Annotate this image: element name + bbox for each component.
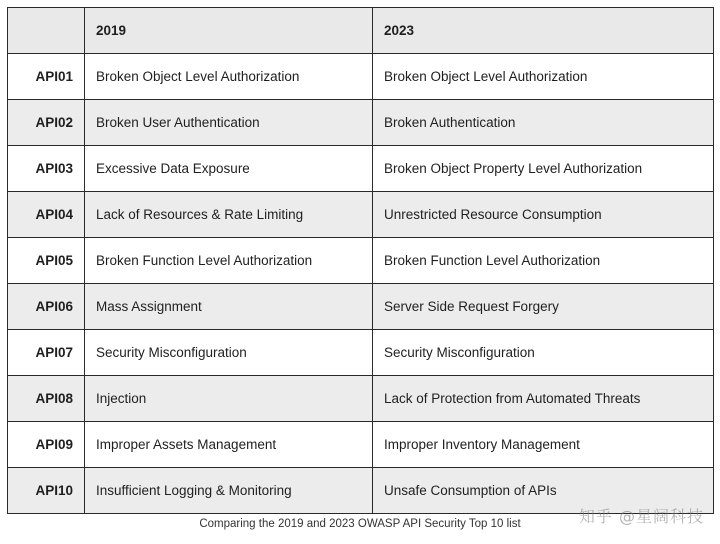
cell-2019: Lack of Resources & Rate Limiting xyxy=(85,192,373,238)
table-row xyxy=(8,238,714,284)
cell-2023: Security Misconfiguration xyxy=(373,330,714,376)
cell-2019: Mass Assignment xyxy=(85,284,373,330)
table-row xyxy=(8,192,714,238)
owasp-comparison-table xyxy=(7,7,714,514)
row-id: API09 xyxy=(8,422,85,468)
cell-2023: Unsafe Consumption of APIs xyxy=(373,468,714,514)
cell-2023: Broken Authentication xyxy=(373,100,714,146)
cell-2023: Broken Object Property Level Authorization xyxy=(373,146,714,192)
cell-2023: Improper Inventory Management xyxy=(373,422,714,468)
table-row xyxy=(8,330,714,376)
cell-2019: Broken Object Level Authorization xyxy=(85,54,373,100)
comparison-table-container xyxy=(7,7,713,514)
cell-2023: Server Side Request Forgery xyxy=(373,284,714,330)
cell-2019: Broken User Authentication xyxy=(85,100,373,146)
row-id: API01 xyxy=(8,54,85,100)
watermark: 知乎 @星阔科技 xyxy=(578,507,704,526)
table-caption: Comparing the 2019 and 2023 OWASP API Security Top 10 list xyxy=(199,518,521,530)
row-id: API08 xyxy=(8,376,85,422)
cell-2019: Security Misconfiguration xyxy=(85,330,373,376)
row-id: API10 xyxy=(8,468,85,514)
cell-2019: Insufficient Logging & Monitoring xyxy=(85,468,373,514)
header-2023: 2023 xyxy=(373,8,714,54)
cell-2019: Improper Assets Management xyxy=(85,422,373,468)
cell-2019: Injection xyxy=(85,376,373,422)
row-id: API07 xyxy=(8,330,85,376)
cell-2023: Lack of Protection from Automated Threats xyxy=(373,376,714,422)
row-id: API03 xyxy=(8,146,85,192)
row-id: API04 xyxy=(8,192,85,238)
cell-2023: Broken Object Level Authorization xyxy=(373,54,714,100)
table-row xyxy=(8,54,714,100)
row-id: API06 xyxy=(8,284,85,330)
table-row xyxy=(8,146,714,192)
table-row xyxy=(8,422,714,468)
table-row xyxy=(8,100,714,146)
cell-2023: Unrestricted Resource Consumption xyxy=(373,192,714,238)
cell-2023: Broken Function Level Authorization xyxy=(373,238,714,284)
cell-2019: Broken Function Level Authorization xyxy=(85,238,373,284)
table-header-row xyxy=(8,8,714,54)
row-id: API05 xyxy=(8,238,85,284)
table-row xyxy=(8,284,714,330)
header-id xyxy=(8,8,85,54)
cell-2019: Excessive Data Exposure xyxy=(85,146,373,192)
table-row xyxy=(8,376,714,422)
row-id: API02 xyxy=(8,100,85,146)
header-2019: 2019 xyxy=(85,8,373,54)
